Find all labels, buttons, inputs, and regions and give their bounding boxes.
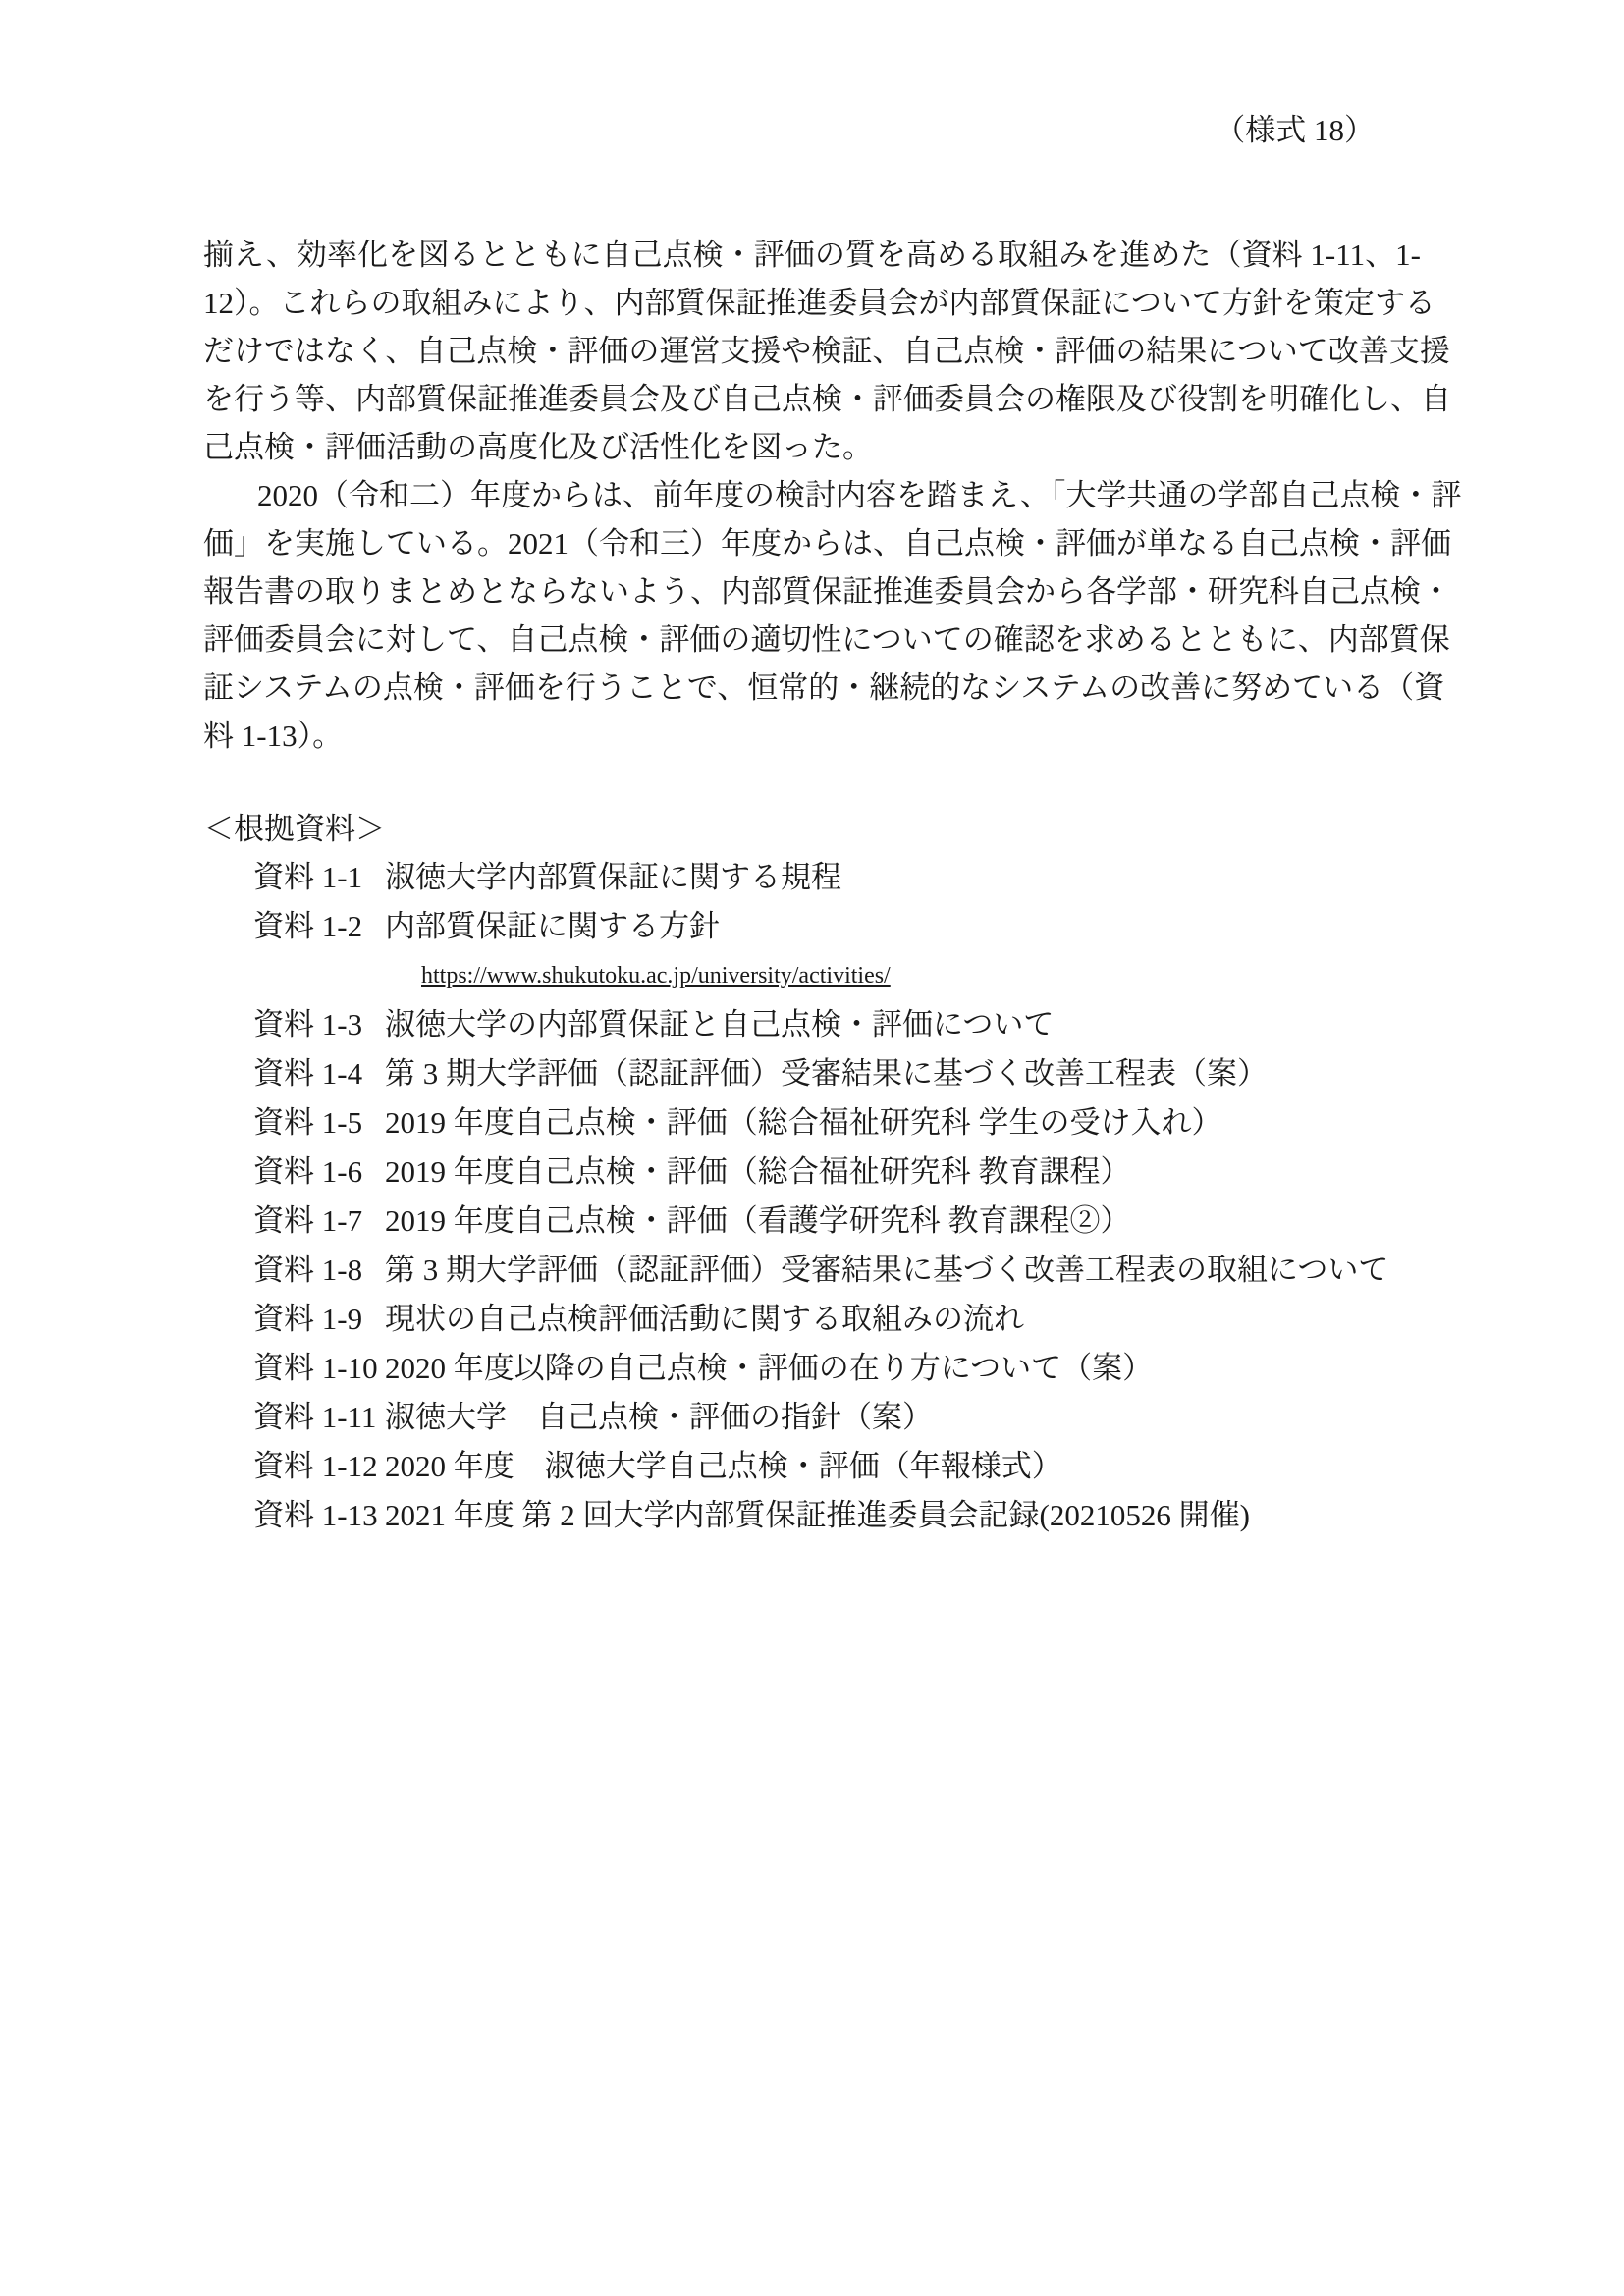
paragraph-line: 12）。これらの取組みにより、内部質保証推進委員会が内部質保証について方針を策定する [203, 286, 1435, 320]
evidence-item-title: 淑徳大学 自己点検・評価の指針（案） [385, 1400, 933, 1434]
body-paragraph-1 [203, 231, 1451, 471]
paragraph-line: 証システムの点検・評価を行うことで、恒常的・継続的なシステムの改善に努めている（資 [203, 670, 1445, 705]
evidence-item-title: 2019 年度自己点検・評価（看護学研究科 教育課程②） [385, 1203, 1131, 1238]
evidence-item-title: 2020 年度 淑徳大学自己点検・評価（年報様式） [385, 1449, 1062, 1483]
evidence-item [203, 853, 1421, 902]
evidence-item-title: 内部質保証に関する方針 [385, 909, 720, 943]
evidence-item-url-row [203, 951, 1421, 1000]
evidence-item [203, 1295, 1421, 1344]
evidence-item-title: 2020 年度以降の自己点検・評価の在り方について（案） [385, 1351, 1154, 1385]
form-number-note: （様式 18） [1215, 113, 1375, 147]
paragraph-line: 報告書の取りまとめとならないよう、内部質保証推進委員会から各学部・研究科自己点検・ [203, 574, 1451, 609]
paragraph-line: 料 1-13）。 [203, 719, 344, 753]
body-paragraph-2 [203, 471, 1462, 760]
paragraph-line: 2020（令和二）年度からは、前年度の検討内容を踏まえ、「大学共通の学部自己点検・評 [257, 478, 1462, 512]
evidence-item-label: 資料 1-5 [253, 1105, 363, 1140]
evidence-item [203, 1344, 1421, 1393]
evidence-item-title: 2019 年度自己点検・評価（総合福祉研究科 教育課程） [385, 1154, 1131, 1189]
evidence-item-label: 資料 1-8 [253, 1253, 363, 1287]
evidence-item-label: 資料 1-11 [253, 1400, 377, 1434]
paragraph-line: を行う等、内部質保証推進委員会及び自己点検・評価委員会の権限及び役割を明確化し、自 [203, 382, 1451, 416]
evidence-item [203, 1049, 1421, 1098]
evidence-item-title: 2021 年度 第 2 回大学内部質保証推進委員会記録(20210526 開催) [385, 1498, 1250, 1532]
evidence-item-label: 資料 1-12 [253, 1449, 378, 1483]
evidence-item-title: 第 3 期大学評価（認証評価）受審結果に基づく改善工程表の取組について [385, 1253, 1389, 1287]
evidence-item-label: 資料 1-6 [253, 1154, 363, 1189]
paragraph-line: 揃え、効率化を図るとともに自己点検・評価の質を高める取組みを進めた（資料 1-11、1- [203, 238, 1421, 272]
evidence-document-list [203, 853, 1421, 1540]
evidence-item-title: 現状の自己点検評価活動に関する取組みの流れ [385, 1302, 1024, 1336]
evidence-item-label: 資料 1-2 [253, 909, 363, 943]
evidence-item-title: 第 3 期大学評価（認証評価）受審結果に基づく改善工程表（案） [385, 1056, 1268, 1091]
evidence-item [203, 1442, 1421, 1491]
evidence-item-label: 資料 1-10 [253, 1351, 378, 1385]
evidence-item [203, 1491, 1421, 1540]
evidence-item-label: 資料 1-13 [253, 1498, 378, 1532]
evidence-item-label: 資料 1-9 [253, 1302, 363, 1336]
paragraph-line: 評価委員会に対して、自己点検・評価の適切性についての確認を求めるとともに、内部質保 [203, 622, 1450, 657]
paragraph-line: 己点検・評価活動の高度化及び活性化を図った。 [203, 430, 873, 464]
evidence-url-link[interactable]: https://www.shukutoku.ac.jp/university/activities/ [421, 963, 891, 988]
evidence-item-label: 資料 1-1 [253, 860, 363, 894]
evidence-item-title: 2019 年度自己点検・評価（総合福祉研究科 学生の受け入れ） [385, 1105, 1222, 1140]
evidence-item-label: 資料 1-3 [253, 1007, 363, 1041]
evidence-item-title: 淑徳大学の内部質保証と自己点検・評価について [385, 1007, 1055, 1041]
evidence-item [203, 1197, 1421, 1246]
evidence-item [203, 902, 1421, 951]
evidence-item-label: 資料 1-7 [253, 1203, 363, 1238]
page-content [203, 231, 1462, 1540]
evidence-item [203, 1000, 1421, 1049]
evidence-item [203, 1246, 1421, 1295]
paragraph-line: 価」を実施している。2021（令和三）年度からは、自己点検・評価が単なる自己点検・評価 [203, 526, 1451, 561]
evidence-section-heading: ＜根拠資料＞ [203, 812, 386, 846]
evidence-item-title: 淑徳大学内部質保証に関する規程 [385, 860, 841, 894]
evidence-item [203, 1148, 1421, 1197]
evidence-item-label: 資料 1-4 [253, 1056, 363, 1091]
evidence-item [203, 1393, 1421, 1442]
evidence-item [203, 1098, 1421, 1148]
paragraph-line: だけではなく、自己点検・評価の運営支援や検証、自己点検・評価の結果について改善支援 [203, 334, 1450, 368]
